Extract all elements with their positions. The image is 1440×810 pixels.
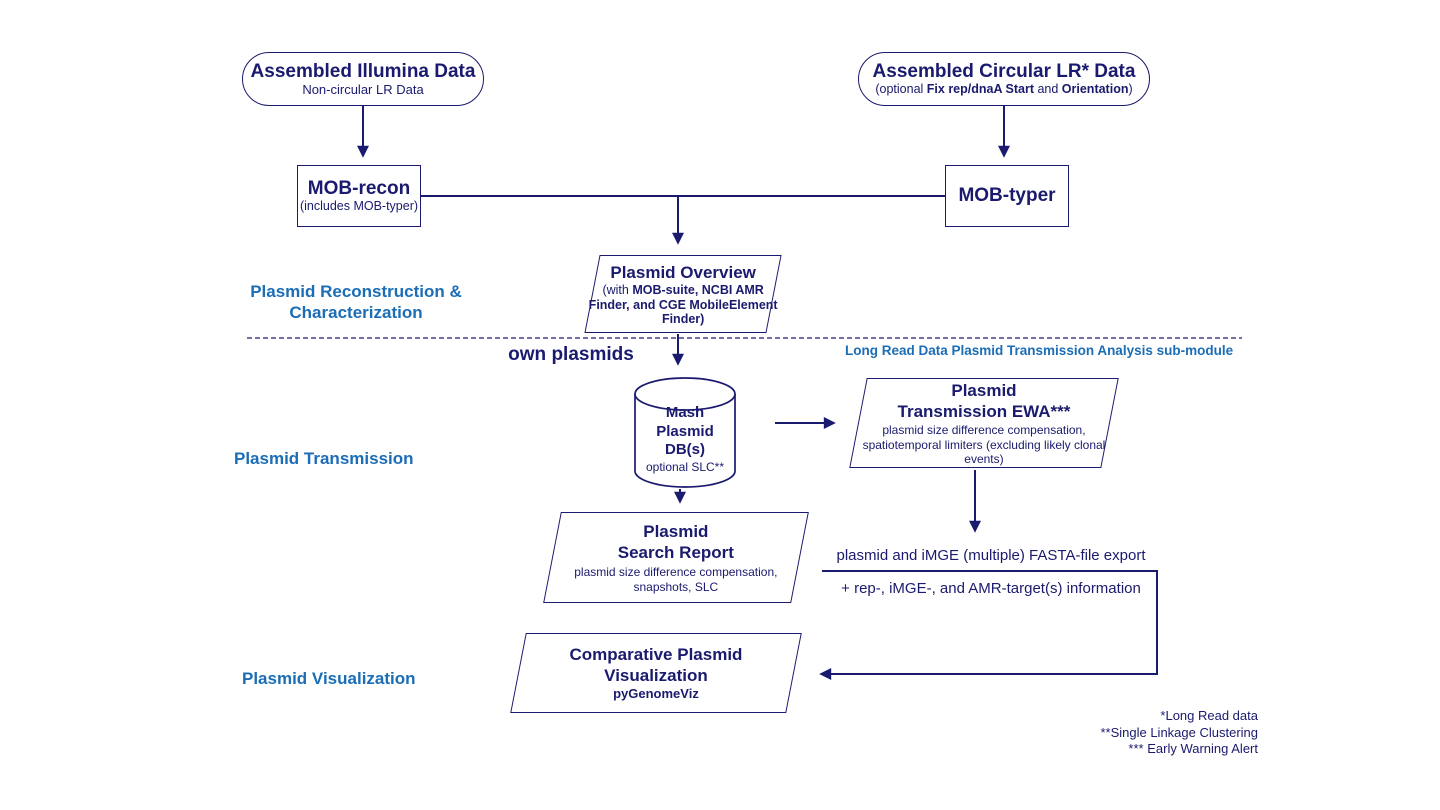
- node-subtitle: (optional Fix rep/dnaA Start and Orientation): [875, 82, 1133, 97]
- db-title-line: DB(s): [665, 441, 705, 458]
- node-title: Plasmid: [643, 522, 709, 542]
- node-mob-typer: [945, 165, 1069, 227]
- node-subtitle: (includes MOB-typer): [299, 199, 419, 214]
- node-title: Visualization: [604, 666, 708, 686]
- info-line-label: + rep-, iMGE-, and AMR-target(s) information: [841, 580, 1141, 597]
- footnotes-block: [998, 708, 1258, 758]
- node-title: Search Report: [617, 543, 735, 563]
- node-plasmid-search-report: [543, 512, 809, 603]
- node-title: Plasmid: [951, 380, 1017, 400]
- node-content: [849, 380, 1119, 466]
- node-assembled-illumina-data: [242, 52, 484, 106]
- node-content: [586, 262, 780, 327]
- node-mob-recon: [297, 165, 421, 227]
- db-subtitle: optional SLC**: [645, 459, 725, 474]
- submodule-label: Long Read Data Plasmid Transmission Analysis sub-module: [845, 343, 1234, 358]
- node-subtitle: (with MOB-suite, NCBI AMR Finder, and CGE MobileElement Finder): [588, 282, 778, 326]
- node-subtitle: plasmid size difference compensation, spatiotemporal limiters (excluding likely clonal events): [862, 422, 1106, 466]
- section-label-transmission: Plasmid Transmission: [234, 449, 414, 468]
- node-title: Plasmid Overview: [610, 262, 756, 282]
- node-assembled-circular-lr-data: [858, 52, 1150, 106]
- footnote: *Long Read data: [1160, 708, 1258, 723]
- node-title: Transmission EWA***: [897, 401, 1071, 421]
- node-content: [508, 644, 804, 702]
- section-label-reconstruction: Plasmid Reconstruction & Characterization: [250, 282, 462, 323]
- own-plasmids-label: own plasmids: [508, 344, 634, 365]
- node-subtitle: Non-circular LR Data: [302, 82, 424, 98]
- node-plasmid-transmission-ewa: [849, 378, 1118, 468]
- node-subtitle: pyGenomeViz: [613, 686, 699, 702]
- node-title: MOB-typer: [958, 185, 1056, 207]
- db-title-line: Plasmid: [656, 422, 714, 440]
- footnote: **Single Linkage Clustering: [1100, 724, 1258, 740]
- node-title: Assembled Circular LR* Data: [872, 61, 1136, 83]
- node-title: MOB-recon: [307, 178, 411, 200]
- section-label-visualization: Plasmid Visualization: [242, 669, 416, 688]
- node-title: Comparative Plasmid: [569, 645, 743, 665]
- node-title: Assembled Illumina Data: [250, 60, 476, 82]
- node-content: [543, 521, 809, 594]
- fasta-export-label: plasmid and iMGE (multiple) FASTA-file export: [836, 547, 1146, 564]
- node-subtitle: plasmid size difference compensation, snapshots, SLC: [574, 565, 778, 594]
- node-comparative-plasmid-visualization: [510, 633, 802, 713]
- db-title-line: Mash: [665, 404, 705, 421]
- node-plasmid-overview: [584, 255, 781, 333]
- footnote: *** Early Warning Alert: [1128, 741, 1258, 756]
- node-mash-plasmid-db: [633, 404, 737, 474]
